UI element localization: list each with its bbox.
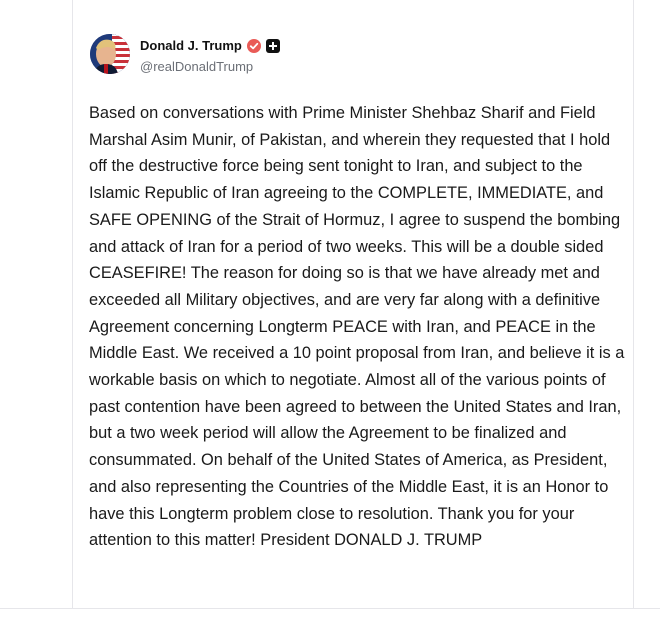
- avatar-image: [90, 34, 130, 74]
- plus-badge-icon: [266, 39, 280, 53]
- author-display-name[interactable]: Donald J. Trump: [140, 38, 242, 53]
- verified-badge-icon: [247, 39, 261, 53]
- author-handle[interactable]: @realDonaldTrump: [140, 59, 254, 74]
- post-body: Based on conversations with Prime Minister Shehbaz Sharif and Field Marshal Asim Munir, of Pakistan, and wherein they requested that I hold off the destructive force being sent tonight to Iran, and subject to the Islamic Republic of Iran agreeing to the COMPLETE, IMMEDIATE, and SAFE OPENING of the Strait of Hormuz, I agree to suspend the bombing and attack of Iran for a period of two weeks. This will be a double sided CEASEFIRE! The reason for doing so is that we have already met and exceeded all Military objectives, and are very far along with a definitive Agreement concerning Longterm PEACE with Iran, and PEACE in the Middle East. We received a 10 point proposal from Iran, and believe it is a workable basis on which to negotiate. Almost all of the various points of past contention have been agreed to between the United States and Iran, but a two week period will allow the Agreement to be finalized and consummated. On behalf of the United States of America, as President, and also representing the Countries of the Middle East, it is an Honor to have this Longterm problem close to resolution. Thank you for your attention to this matter! President DONALD J. TRUMP: [89, 104, 625, 550]
- divider: [0, 608, 660, 609]
- post-card: [72, 0, 634, 608]
- author-avatar[interactable]: [90, 34, 130, 74]
- author-row: [140, 37, 280, 55]
